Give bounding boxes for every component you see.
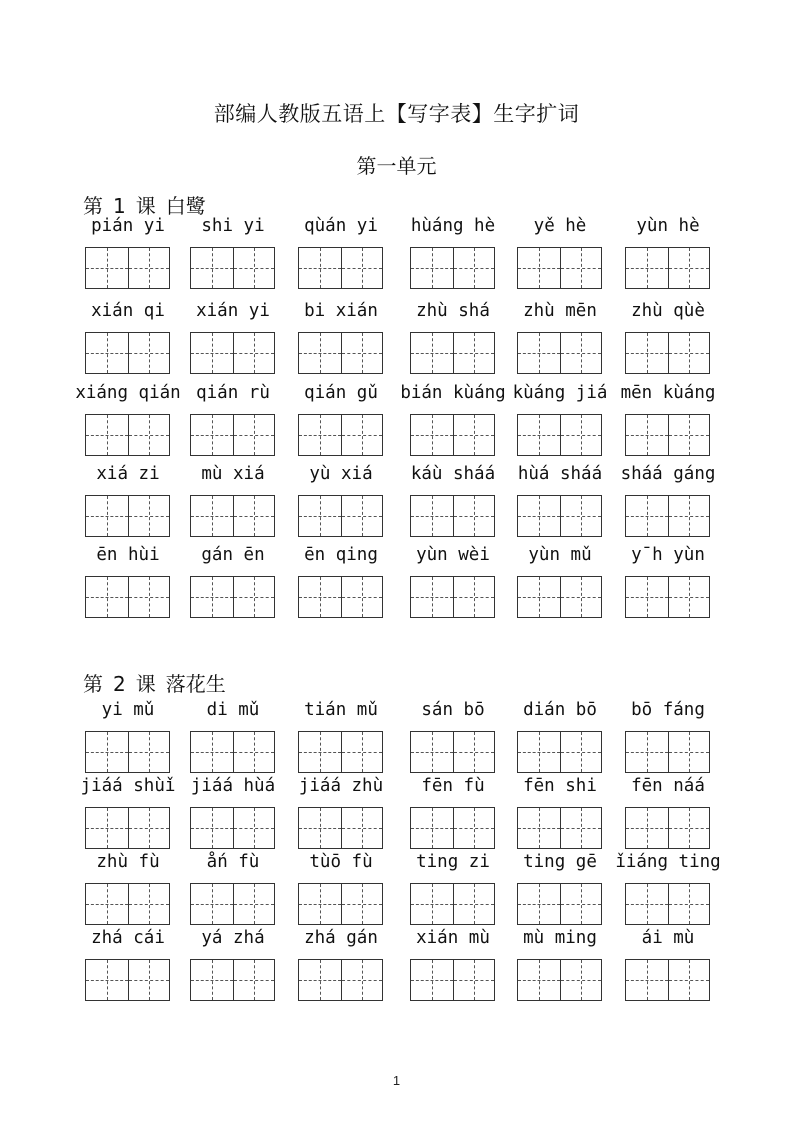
lesson-name: 白鹭 [165,194,206,218]
pinyin-label: sháá gáng [620,464,716,484]
tianzige-square[interactable] [233,808,275,848]
pinyin-label: yi mǔ [101,700,155,720]
tianzige-square[interactable] [453,496,495,536]
tianzige-square[interactable] [299,415,341,455]
pinyin-label: jiáá hùá [190,776,276,796]
pinyin-label: ēn qing [304,545,378,565]
tianzige-square[interactable] [668,884,710,924]
tianzige-square[interactable] [191,808,233,848]
tianzige-square[interactable] [626,808,668,848]
tianzige-square[interactable] [341,248,383,288]
tianzige-square[interactable] [191,577,233,617]
tianzige-square[interactable] [341,884,383,924]
tianzige-square[interactable] [191,415,233,455]
tianzige-square[interactable] [411,496,453,536]
pinyin-label: mù ming [523,928,597,948]
lesson-number: 2 [113,672,126,696]
pinyin-label: zhù qùè [631,301,705,321]
pinyin-label: zhá cái [91,928,165,948]
tianzige-square[interactable] [233,496,275,536]
tianzige-square[interactable] [518,415,560,455]
tianzige-square[interactable] [191,732,233,772]
tianzige-square[interactable] [668,415,710,455]
tianzige-square[interactable] [626,884,668,924]
tianzige-square[interactable] [86,496,128,536]
pinyin-label: zhù mēn [523,301,597,321]
pinyin-label: zhá gán [304,928,378,948]
writing-box[interactable] [517,807,602,849]
pinyin-label: bián kùáng [400,383,506,403]
pinyin-label: yùn hè [636,216,700,236]
lesson-suffix: 课 [135,672,156,696]
pinyin-label: tùō fù [309,852,373,872]
tianzige-square[interactable] [560,960,602,1000]
writing-box[interactable] [625,247,710,289]
tianzige-square[interactable] [626,248,668,288]
tianzige-square[interactable] [128,808,170,848]
tianzige-square[interactable] [453,577,495,617]
tianzige-square[interactable] [299,496,341,536]
writing-box[interactable] [517,959,602,1001]
tianzige-square[interactable] [453,960,495,1000]
pinyin-label: y¯h yùn [631,545,705,565]
writing-box[interactable] [298,883,383,925]
tianzige-square[interactable] [86,960,128,1000]
lesson-2-heading [83,668,236,697]
writing-box[interactable] [190,247,275,289]
tianzige-square[interactable] [128,415,170,455]
tianzige-square[interactable] [233,577,275,617]
writing-box[interactable] [298,332,383,374]
pinyin-label: sán bō [421,700,485,720]
tianzige-square[interactable] [453,415,495,455]
pinyin-label: káù sháá [410,464,496,484]
page-number: 1 [392,1073,401,1088]
writing-box[interactable] [625,414,710,456]
tianzige-square[interactable] [233,732,275,772]
pinyin-label: zhù fù [96,852,160,872]
tianzige-square[interactable] [560,884,602,924]
lesson-name: 落花生 [165,672,226,696]
pinyin-label: mēn kùáng [620,383,716,403]
tianzige-square[interactable] [86,577,128,617]
pinyin-label: yá zhá [201,928,265,948]
tianzige-square[interactable] [86,248,128,288]
pinyin-label: fēn fù [421,776,485,796]
pinyin-label: di mǔ [206,700,260,720]
pinyin-label: bō fáng [631,700,705,720]
tianzige-square[interactable] [518,496,560,536]
pinyin-label: ting gē [523,852,597,872]
tianzige-square[interactable] [518,333,560,373]
tianzige-square[interactable] [233,333,275,373]
tianzige-square[interactable] [668,732,710,772]
tianzige-square[interactable] [86,884,128,924]
tianzige-square[interactable] [299,808,341,848]
tianzige-square[interactable] [128,333,170,373]
writing-box[interactable] [85,731,170,773]
tianzige-square[interactable] [453,808,495,848]
tianzige-square[interactable] [668,960,710,1000]
pinyin-label: ǻn fù [206,852,260,872]
tianzige-square[interactable] [233,884,275,924]
pinyin-label: yùn wèi [416,545,490,565]
pinyin-label: ting zi [416,852,490,872]
writing-box[interactable] [410,959,495,1001]
tianzige-square[interactable] [626,496,668,536]
writing-box[interactable] [190,959,275,1001]
pinyin-label: ǐiáng ting [615,852,721,872]
writing-box[interactable] [625,959,710,1001]
writing-box[interactable] [298,731,383,773]
tianzige-square[interactable] [668,577,710,617]
tianzige-square[interactable] [341,960,383,1000]
pinyin-label: xiáng qián [75,383,181,403]
tianzige-square[interactable] [518,248,560,288]
tianzige-square[interactable] [128,884,170,924]
tianzige-square[interactable] [299,960,341,1000]
tianzige-square[interactable] [668,333,710,373]
tianzige-square[interactable] [299,732,341,772]
writing-box[interactable] [625,332,710,374]
pinyin-label: jiáá shùǐ [80,776,176,796]
pinyin-label: pián yi [91,216,165,236]
tianzige-square[interactable] [668,808,710,848]
writing-box[interactable] [85,576,170,618]
tianzige-square[interactable] [299,884,341,924]
writing-box[interactable] [625,731,710,773]
writing-box[interactable] [517,576,602,618]
tianzige-square[interactable] [86,415,128,455]
writing-box[interactable] [410,495,495,537]
pinyin-label: dián bō [523,700,597,720]
writing-box[interactable] [190,332,275,374]
tianzige-square[interactable] [560,732,602,772]
pinyin-label: xián mù [416,928,490,948]
tianzige-square[interactable] [668,248,710,288]
writing-box[interactable] [85,414,170,456]
tianzige-square[interactable] [626,333,668,373]
tianzige-square[interactable] [560,577,602,617]
pinyin-label: hùáng hè [410,216,496,236]
tianzige-square[interactable] [626,732,668,772]
tianzige-square[interactable] [191,884,233,924]
pinyin-label: shi yi [201,216,265,236]
tianzige-square[interactable] [128,248,170,288]
lesson-prefix: 第 [83,672,103,696]
writing-box[interactable] [190,883,275,925]
writing-box[interactable] [190,495,275,537]
pinyin-label: mù xiá [201,464,265,484]
tianzige-square[interactable] [191,248,233,288]
pinyin-label: tián mǔ [304,700,378,720]
writing-box[interactable] [190,576,275,618]
tianzige-square[interactable] [299,248,341,288]
tianzige-square[interactable] [626,415,668,455]
writing-box[interactable] [85,495,170,537]
pinyin-label: kùáng jiá [512,383,608,403]
writing-box[interactable] [410,332,495,374]
tianzige-square[interactable] [453,333,495,373]
tianzige-square[interactable] [128,960,170,1000]
tianzige-square[interactable] [518,884,560,924]
writing-box[interactable] [410,247,495,289]
writing-box[interactable] [298,414,383,456]
writing-box[interactable] [625,495,710,537]
pinyin-label: bi xián [304,301,378,321]
pinyin-label: gán ēn [201,545,265,565]
pinyin-label: hùá sháá [517,464,603,484]
lesson-suffix: 课 [135,194,156,218]
lesson-prefix: 第 [83,194,103,218]
pinyin-label: ái mù [641,928,695,948]
writing-box[interactable] [190,807,275,849]
writing-box[interactable] [517,247,602,289]
writing-box[interactable] [517,332,602,374]
tianzige-square[interactable] [128,732,170,772]
writing-box[interactable] [625,807,710,849]
pinyin-label: qián rù [196,383,270,403]
document-title: 部编人教版五语上【写字表】生字扩词 [213,102,580,126]
writing-box[interactable] [298,247,383,289]
tianzige-square[interactable] [518,577,560,617]
pinyin-label: zhù shá [416,301,490,321]
unit-heading: 第一单元 [356,154,437,178]
pinyin-label: yùn mǔ [528,545,592,565]
tianzige-square[interactable] [341,333,383,373]
tianzige-square[interactable] [191,496,233,536]
pinyin-label: yě hè [533,216,587,236]
tianzige-square[interactable] [453,248,495,288]
tianzige-square[interactable] [453,732,495,772]
pinyin-label: xián yi [196,301,270,321]
pinyin-label: yù xiá [309,464,373,484]
tianzige-square[interactable] [560,415,602,455]
tianzige-square[interactable] [518,732,560,772]
tianzige-square[interactable] [411,248,453,288]
tianzige-square[interactable] [341,496,383,536]
tianzige-square[interactable] [411,808,453,848]
writing-box[interactable] [85,959,170,1001]
pinyin-label: jiáá zhù [298,776,384,796]
tianzige-square[interactable] [191,960,233,1000]
tianzige-square[interactable] [128,577,170,617]
pinyin-label: xián qi [91,301,165,321]
tianzige-square[interactable] [560,248,602,288]
tianzige-square[interactable] [233,960,275,1000]
writing-box[interactable] [410,414,495,456]
tianzige-square[interactable] [86,732,128,772]
writing-box[interactable] [190,731,275,773]
writing-box[interactable] [625,883,710,925]
tianzige-square[interactable] [518,960,560,1000]
lesson-1-heading [83,190,216,219]
writing-box[interactable] [410,807,495,849]
tianzige-square[interactable] [299,577,341,617]
tianzige-square[interactable] [626,577,668,617]
pinyin-label: qùán yi [304,216,378,236]
tianzige-square[interactable] [560,333,602,373]
tianzige-square[interactable] [560,808,602,848]
tianzige-square[interactable] [668,496,710,536]
tianzige-square[interactable] [411,333,453,373]
tianzige-square[interactable] [341,415,383,455]
writing-box[interactable] [298,959,383,1001]
tianzige-square[interactable] [411,732,453,772]
writing-box[interactable] [410,731,495,773]
tianzige-square[interactable] [341,577,383,617]
tianzige-square[interactable] [191,333,233,373]
pinyin-label: fēn náá [631,776,705,796]
writing-box[interactable] [517,495,602,537]
tianzige-square[interactable] [453,884,495,924]
tianzige-square[interactable] [626,960,668,1000]
writing-box[interactable] [298,576,383,618]
tianzige-square[interactable] [411,884,453,924]
tianzige-square[interactable] [518,808,560,848]
writing-box[interactable] [517,731,602,773]
tianzige-square[interactable] [233,415,275,455]
tianzige-square[interactable] [411,960,453,1000]
tianzige-square[interactable] [341,732,383,772]
writing-box[interactable] [410,883,495,925]
writing-box[interactable] [298,807,383,849]
tianzige-square[interactable] [411,577,453,617]
tianzige-square[interactable] [86,808,128,848]
writing-box[interactable] [410,576,495,618]
pinyin-label: fēn shi [523,776,597,796]
writing-box[interactable] [85,247,170,289]
writing-box[interactable] [298,495,383,537]
tianzige-square[interactable] [128,496,170,536]
writing-box[interactable] [517,414,602,456]
lesson-number: 1 [113,194,126,218]
writing-box[interactable] [85,807,170,849]
writing-box[interactable] [517,883,602,925]
tianzige-square[interactable] [560,496,602,536]
tianzige-square[interactable] [233,248,275,288]
writing-box[interactable] [85,883,170,925]
writing-box[interactable] [190,414,275,456]
tianzige-square[interactable] [86,333,128,373]
pinyin-label: xiá zi [96,464,160,484]
tianzige-square[interactable] [341,808,383,848]
writing-box[interactable] [85,332,170,374]
writing-box[interactable] [625,576,710,618]
tianzige-square[interactable] [411,415,453,455]
tianzige-square[interactable] [299,333,341,373]
pinyin-label: qián gǔ [304,383,378,403]
pinyin-label: ēn hùi [96,545,160,565]
